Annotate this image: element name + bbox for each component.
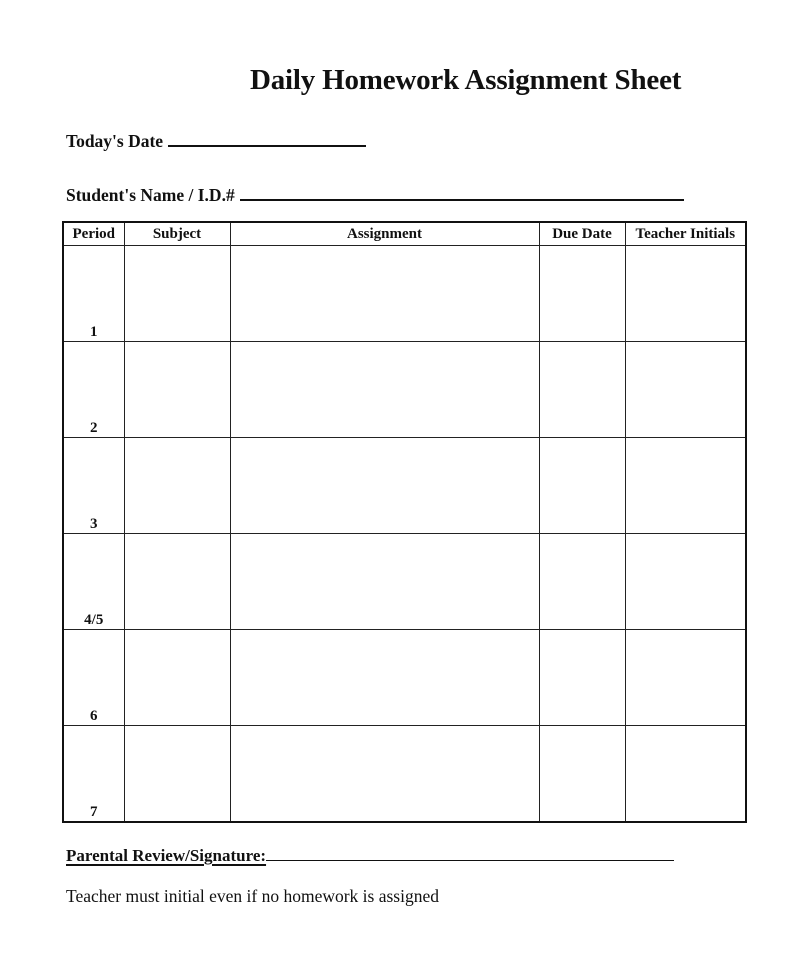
teacher-initials-cell[interactable] [625,726,746,823]
homework-table [62,221,747,823]
table-row [63,630,746,726]
period-cell: 1 [63,246,124,342]
subject-cell[interactable] [124,534,230,630]
teacher-initials-cell[interactable] [625,342,746,438]
table-row [63,438,746,534]
teacher-initials-cell[interactable] [625,246,746,342]
column-header-assignment: Assignment [230,222,539,246]
due-date-cell[interactable] [539,630,625,726]
student-name-field[interactable] [66,185,684,206]
student-name-label: Student's Name / I.D.# [66,185,235,205]
period-cell: 4/5 [63,534,124,630]
todays-date-field[interactable] [66,131,366,152]
due-date-cell[interactable] [539,342,625,438]
assignment-cell[interactable] [230,630,539,726]
period-cell: 2 [63,342,124,438]
todays-date-blank-line[interactable] [168,131,366,147]
assignment-cell[interactable] [230,246,539,342]
parental-signature-field[interactable] [66,846,674,866]
due-date-cell[interactable] [539,726,625,823]
column-header-teacher-initials: Teacher Initials [625,222,746,246]
table-row [63,534,746,630]
column-header-due-date: Due Date [539,222,625,246]
teacher-initials-cell[interactable] [625,534,746,630]
due-date-cell[interactable] [539,438,625,534]
column-header-subject: Subject [124,222,230,246]
teacher-initials-cell[interactable] [625,438,746,534]
subject-cell[interactable] [124,630,230,726]
table-header-row [63,222,746,246]
subject-cell[interactable] [124,726,230,823]
column-header-period: Period [63,222,124,246]
teacher-initials-cell[interactable] [625,630,746,726]
period-cell: 7 [63,726,124,823]
parental-signature-blank-line[interactable] [266,846,674,861]
period-cell: 6 [63,630,124,726]
assignment-cell[interactable] [230,726,539,823]
teacher-initial-note: Teacher must initial even if no homework is assigned [66,886,439,906]
subject-cell[interactable] [124,246,230,342]
assignment-cell[interactable] [230,342,539,438]
page-title: Daily Homework Assignment Sheet [250,64,682,96]
assignment-cell[interactable] [230,534,539,630]
subject-cell[interactable] [124,438,230,534]
todays-date-label: Today's Date [66,131,164,151]
assignment-cell[interactable] [230,438,539,534]
due-date-cell[interactable] [539,246,625,342]
parental-signature-label: Parental Review/Signature: [66,846,267,865]
period-cell: 3 [63,438,124,534]
student-name-blank-line[interactable] [240,185,684,201]
subject-cell[interactable] [124,342,230,438]
table-row [63,246,746,342]
table-row [63,726,746,823]
due-date-cell[interactable] [539,534,625,630]
table-row [63,342,746,438]
